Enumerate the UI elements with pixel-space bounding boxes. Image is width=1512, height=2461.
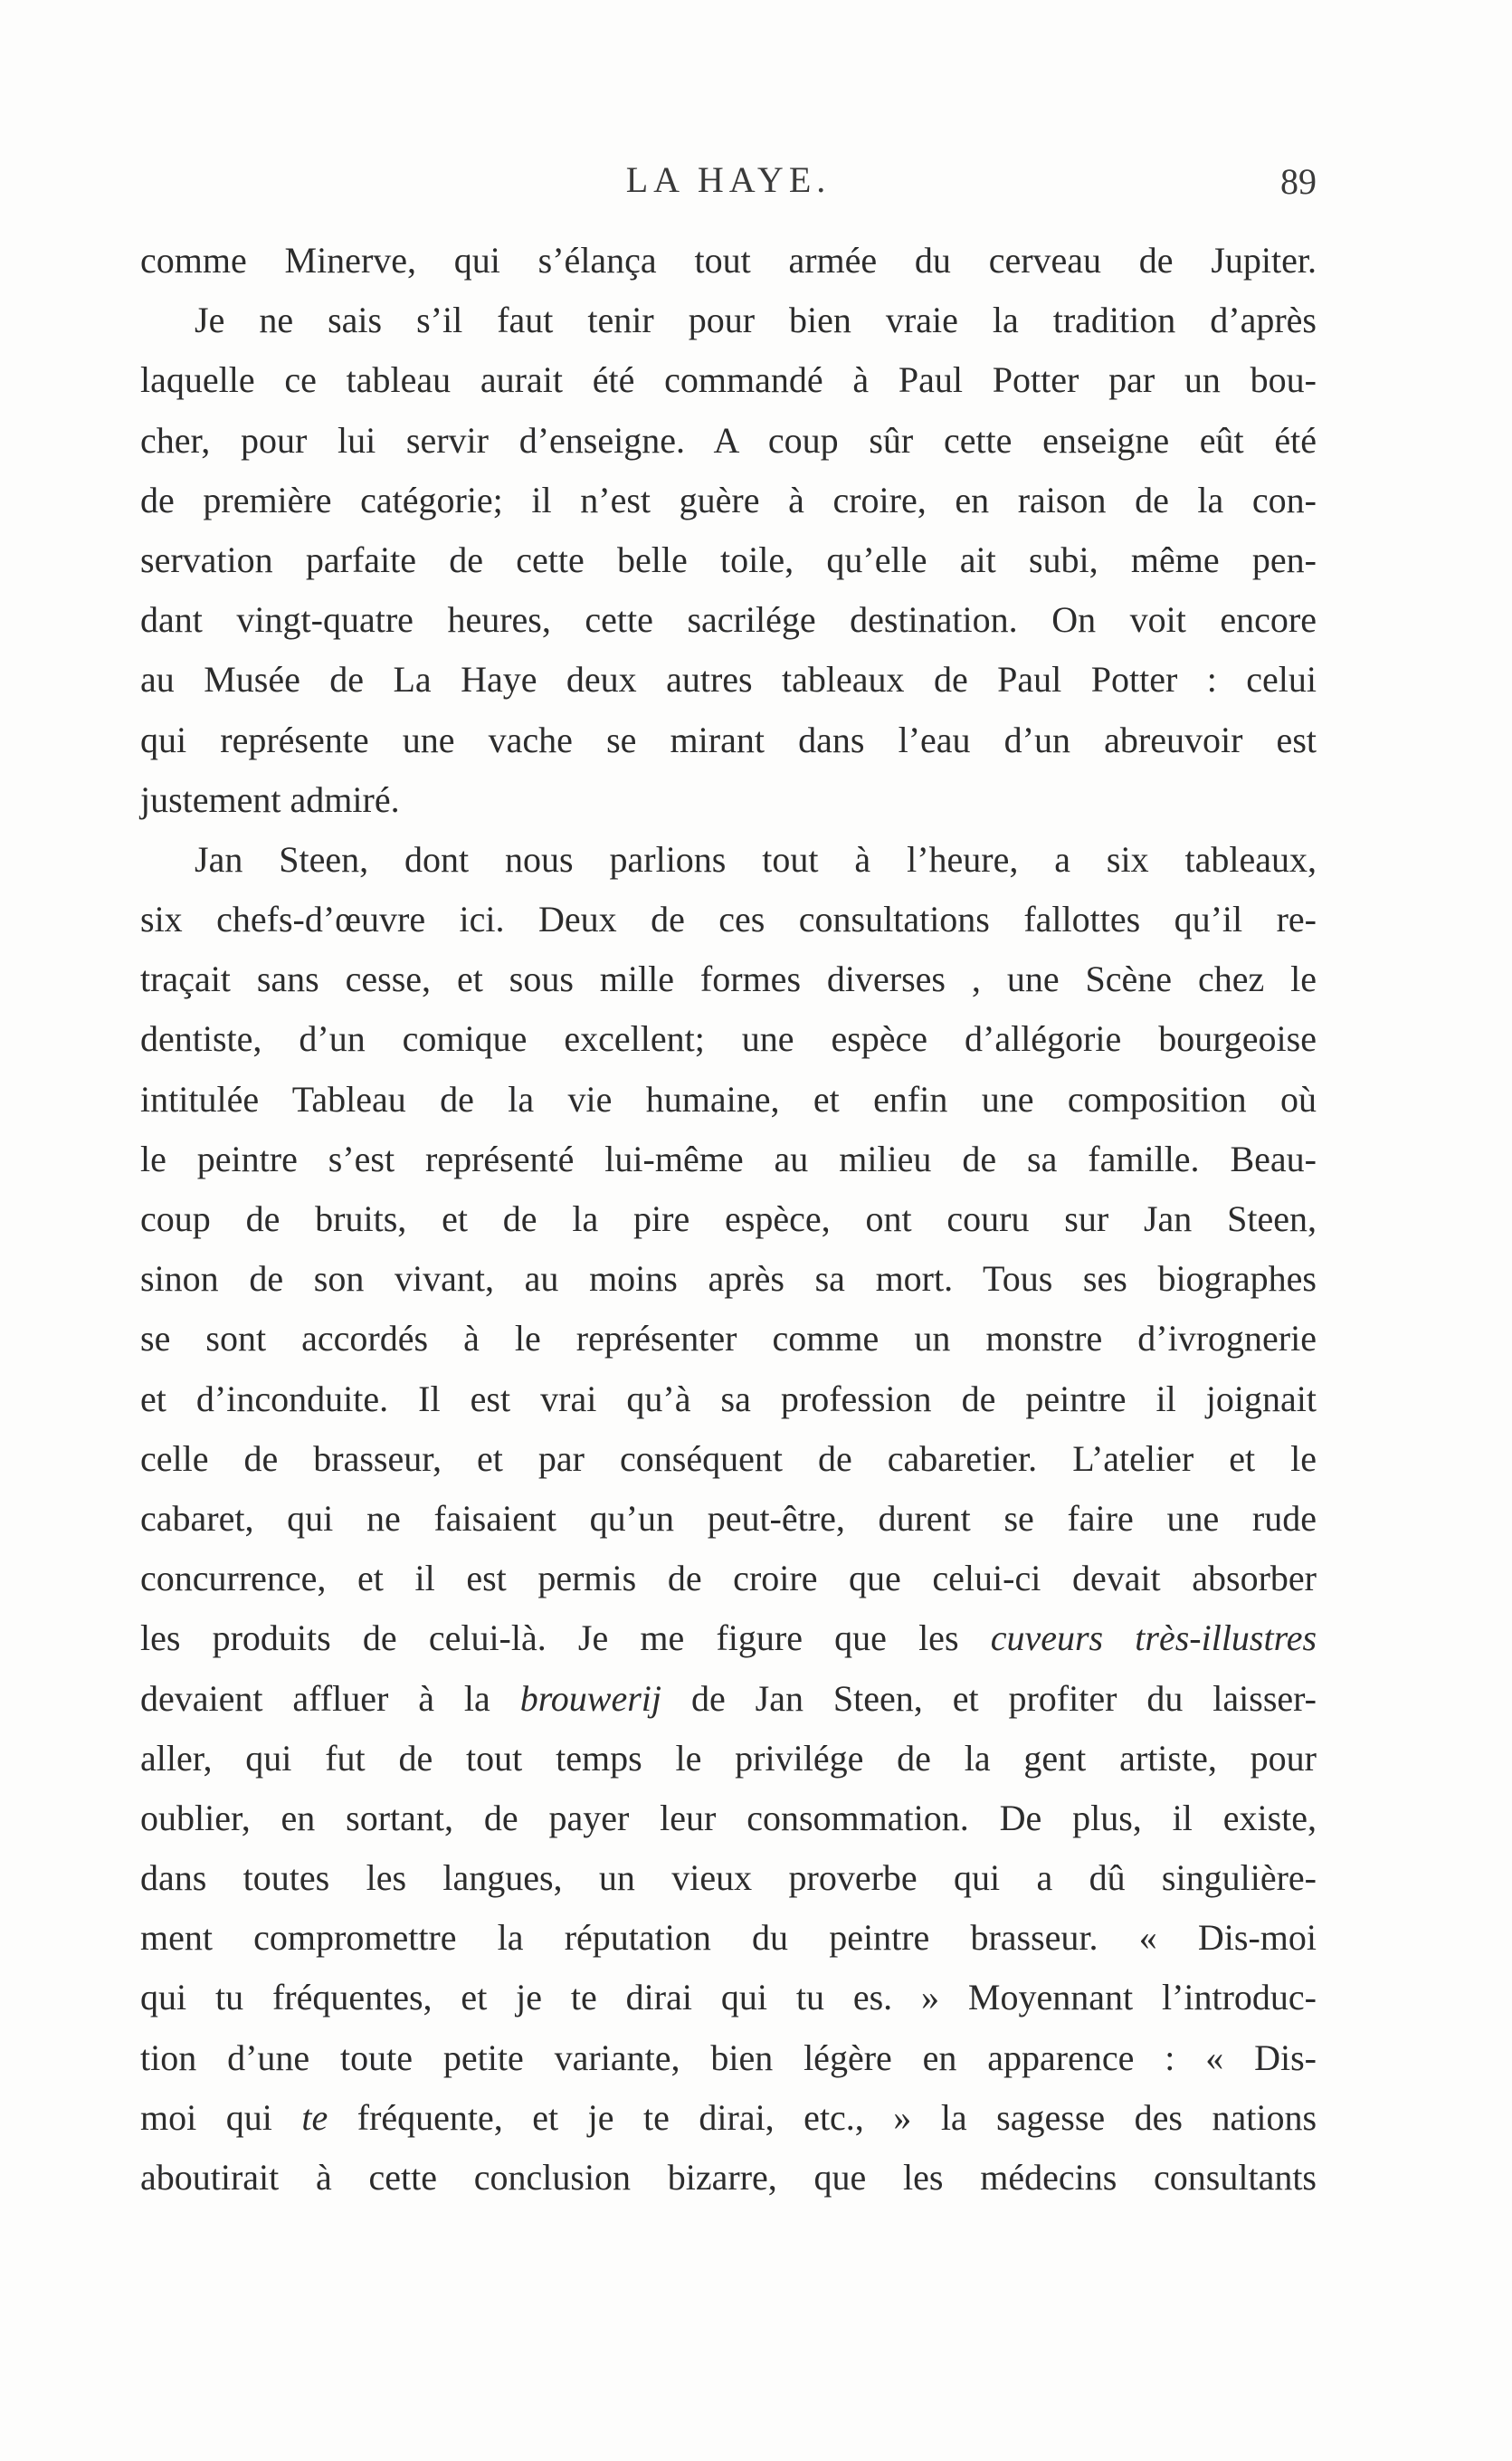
text-line: aboutirait à cette conclusion bizarre, que les médecins consultants	[140, 2157, 1317, 2198]
text-line: et d’inconduite. Il est vrai qu’à sa profession de peintre il joignait	[140, 1378, 1317, 1419]
text-line	[140, 2088, 1317, 2148]
text-line: comme Minerve, qui s’élança tout armée du cerveau de Jupiter.	[140, 240, 1317, 281]
text-line: coup de bruits, et de la pire espèce, ont couru sur Jan Steen,	[140, 1198, 1317, 1239]
running-title: LA HAYE.	[625, 159, 832, 200]
text-segment: de Jan Steen, et profiter du laisser-	[690, 1677, 1317, 1719]
text-line: oublier, en sortant, de payer leur consommation. De plus, il existe,	[140, 1797, 1317, 1838]
page-header	[140, 158, 1317, 213]
text-line: laquelle ce tableau aurait été commandé à Paul Potter par un bou-	[140, 359, 1317, 401]
italic-segment: te	[301, 2096, 328, 2138]
text-line: dans toutes les langues, un vieux proverbe qui a dû singulière-	[140, 1857, 1317, 1899]
text-line: cher, pour lui servir d’enseigne. A coup sûr cette enseigne eût été	[140, 419, 1317, 461]
text-segment: moi qui	[140, 2096, 272, 2138]
text-segment: fréquente, et je te dirai, etc., » la sagesse des nations	[357, 2096, 1317, 2138]
text-line: qui représente une vache se mirant dans l’eau d’un abreuvoir est	[140, 719, 1317, 760]
text-line: de première catégorie; il n’est guère à croire, en raison de la con-	[140, 479, 1317, 520]
text-line: intitulée Tableau de la vie humaine, et enfin une composition où	[140, 1078, 1317, 1120]
text-line: celle de brasseur, et par conséquent de cabaretier. L’atelier et le	[140, 1437, 1317, 1479]
text-line: se sont accordés à le représenter comme un monstre d’ivrognerie	[140, 1318, 1317, 1359]
text-line: dant vingt-quatre heures, cette sacrilége destination. On voit encore	[140, 599, 1317, 641]
text-line: sinon de son vivant, au moins après sa mort. Tous ses biographes	[140, 1258, 1317, 1300]
text-line	[140, 1669, 1317, 1729]
text-line: servation parfaite de cette belle toile, qu’elle ait subi, même pen-	[140, 539, 1317, 580]
text-line: Je ne sais s’il faut tenir pour bien vraie la tradition d’après	[195, 300, 1317, 341]
text-segment: devaient affluer à la	[140, 1677, 490, 1719]
text-line: traçait sans cesse, et sous mille formes diverses , une Scène chez le	[140, 959, 1317, 1000]
text-line: au Musée de La Haye deux autres tableaux de Paul Potter : celui	[140, 659, 1317, 701]
text-line: Jan Steen, dont nous parlions tout à l’heure, a six tableaux,	[195, 838, 1317, 880]
text-line: concurrence, et il est permis de croire que celui-ci devait absorber	[140, 1558, 1317, 1599]
text-line: tion d’une toute petite variante, bien légère en apparence : « Dis-	[140, 2037, 1317, 2078]
body-text	[140, 231, 1317, 2208]
text-line: aller, qui fut de tout temps le privilége de la gent artiste, pour	[140, 1737, 1317, 1779]
text-segment: les produits de celui-là. Je me figure que les	[140, 1617, 959, 1659]
text-line: justement admiré.	[140, 778, 400, 820]
text-line: ment compromettre la réputation du peintre brasseur. « Dis-moi	[140, 1917, 1317, 1959]
italic-segment: cuveurs très-illustres	[990, 1617, 1317, 1659]
text-line	[140, 1608, 1317, 1668]
page-number: 89	[1280, 161, 1317, 202]
text-line: six chefs-d’œuvre ici. Deux de ces consultations fallottes qu’il re-	[140, 899, 1317, 940]
italic-segment: brouwerij	[519, 1677, 662, 1719]
text-line: cabaret, qui ne faisaient qu’un peut-être, durent se faire une rude	[140, 1497, 1317, 1539]
text-line: le peintre s’est représenté lui-même au milieu de sa famille. Beau-	[140, 1138, 1317, 1179]
text-line: dentiste, d’un comique excellent; une espèce d’allégorie bourgeoise	[140, 1018, 1317, 1060]
text-line: qui tu fréquentes, et je te dirai qui tu es. » Moyennant l’introduc-	[140, 1977, 1317, 2018]
